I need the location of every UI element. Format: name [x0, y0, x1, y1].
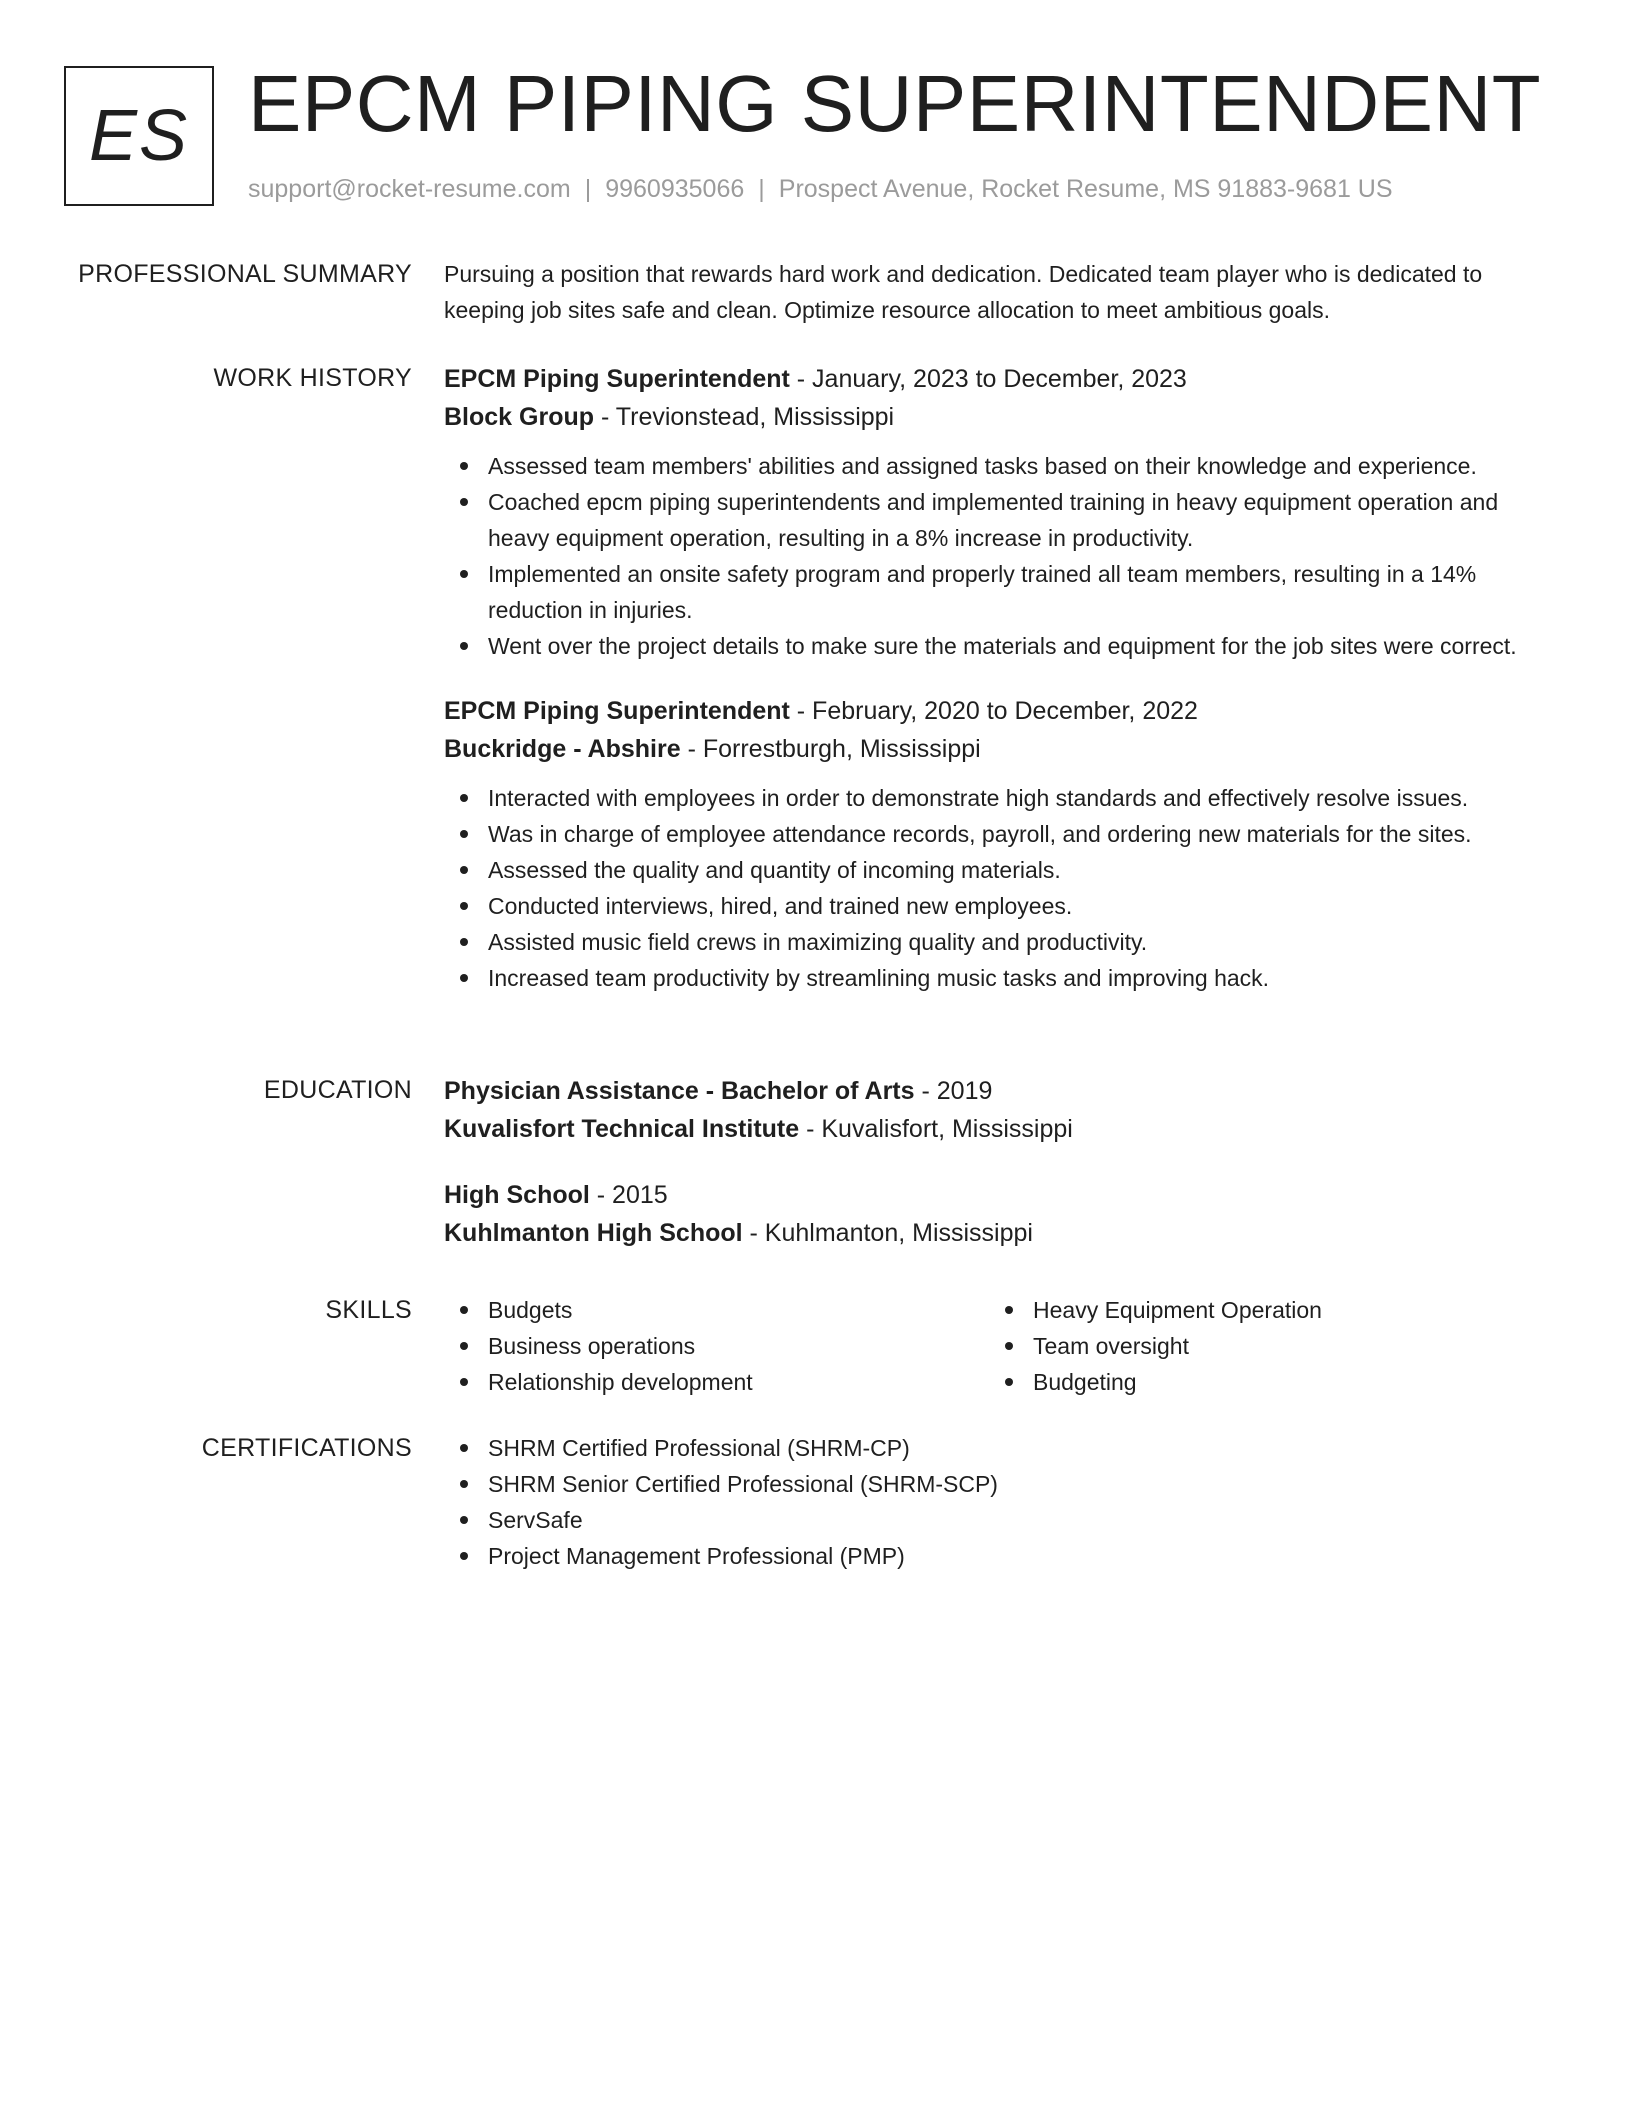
certification-item: SHRM Senior Certified Professional (SHRM-SCP)	[444, 1466, 1554, 1502]
skill-item: Relationship development	[444, 1364, 989, 1400]
skill-item: Budgeting	[989, 1364, 1534, 1400]
degree: High School	[444, 1181, 590, 1209]
skill-item: Heavy Equipment Operation	[989, 1292, 1534, 1328]
skills-grid	[444, 1292, 1554, 1400]
work-history-heading: WORK HISTORY	[213, 364, 412, 392]
skill-item: Team oversight	[989, 1328, 1534, 1364]
job-duty: Was in charge of employee attendance records, payroll, and ordering new materials for the sites.	[444, 816, 1554, 852]
job-title-line	[444, 360, 1554, 398]
resume-title: EPCM PIPING SUPERINTENDENT	[248, 59, 1542, 148]
job-duty: Assisted music field crews in maximizing quality and productivity.	[444, 924, 1554, 960]
job-title: EPCM Piping Superintendent	[444, 365, 790, 393]
certification-item: ServSafe	[444, 1502, 1554, 1538]
job-company: Buckridge - Abshire	[444, 735, 681, 763]
job-duty: Implemented an onsite safety program and properly trained all team members, resulting in a 14% reduction in injuries.	[444, 556, 1554, 628]
skill-item: Budgets	[444, 1292, 989, 1328]
job-dates: - January, 2023 to December, 2023	[789, 365, 1187, 393]
skills-heading: SKILLS	[325, 1296, 412, 1324]
school: Kuhlmanton High School	[444, 1219, 743, 1247]
degree: Physician Assistance - Bachelor of Arts	[444, 1077, 915, 1105]
job-duties-list	[444, 780, 1554, 996]
contact-separator: |	[584, 175, 592, 203]
education-heading: EDUCATION	[263, 1076, 412, 1104]
degree-line	[444, 1176, 1554, 1214]
job-entry	[444, 360, 1554, 664]
job-duty: Went over the project details to make sure the materials and equipment for the job sites were correct.	[444, 628, 1554, 664]
school-location: - Kuhlmanton, Mississippi	[742, 1219, 1033, 1247]
job-company-line	[444, 398, 1554, 436]
job-entry	[444, 692, 1554, 996]
school-line	[444, 1110, 1554, 1148]
contact-line	[248, 172, 1393, 206]
summary-text: Pursuing a position that rewards hard work and dedication. Dedicated team player who is dedicated to keeping job sites safe and clean. Optimize resource allocation to meet ambitious goals.	[444, 261, 1483, 323]
degree-year: - 2015	[589, 1181, 668, 1209]
education-entry	[444, 1176, 1554, 1252]
job-duty: Interacted with employees in order to demonstrate high standards and effectively resolve issues.	[444, 780, 1554, 816]
certification-item: Project Management Professional (PMP)	[444, 1538, 1554, 1574]
skills-list-right	[989, 1292, 1534, 1400]
degree-year: - 2019	[914, 1077, 993, 1105]
job-duty: Coached epcm piping superintendents and implemented training in heavy equipment operation and heavy equipment operation, resulting in a 8% increase in productivity.	[444, 484, 1554, 556]
job-duty: Assessed the quality and quantity of incoming materials.	[444, 852, 1554, 888]
certification-item: SHRM Certified Professional (SHRM-CP)	[444, 1430, 1554, 1466]
summary-heading: PROFESSIONAL SUMMARY	[78, 260, 412, 288]
job-duty: Assessed team members' abilities and assigned tasks based on their knowledge and experience.	[444, 448, 1554, 484]
job-location: - Forrestburgh, Mississippi	[680, 735, 981, 763]
school-line	[444, 1214, 1554, 1252]
monogram-logo: ES	[64, 66, 214, 206]
school-location: - Kuvalisfort, Mississippi	[799, 1115, 1073, 1143]
contact-phone[interactable]: 9960935066	[605, 175, 745, 203]
skills-list-left	[444, 1292, 989, 1400]
skill-item: Business operations	[444, 1328, 989, 1364]
contact-address: Prospect Avenue, Rocket Resume, MS 91883-9681 US	[778, 175, 1393, 203]
job-location: - Trevionstead, Mississippi	[594, 403, 895, 431]
job-title-line	[444, 692, 1554, 730]
job-company: Block Group	[444, 403, 595, 431]
degree-line	[444, 1072, 1554, 1110]
job-dates: - February, 2020 to December, 2022	[789, 697, 1198, 725]
contact-separator: |	[758, 175, 765, 203]
job-duty: Increased team productivity by streamlining music tasks and improving hack.	[444, 960, 1554, 996]
certifications-heading: CERTIFICATIONS	[201, 1434, 412, 1462]
job-duty: Conducted interviews, hired, and trained new employees.	[444, 888, 1554, 924]
job-title: EPCM Piping Superintendent	[444, 697, 790, 725]
education-entry	[444, 1072, 1554, 1148]
certifications-list	[444, 1430, 1554, 1574]
contact-email[interactable]: support@rocket-resume.com	[248, 175, 571, 203]
job-duties-list	[444, 448, 1554, 664]
job-company-line	[444, 730, 1554, 768]
school: Kuvalisfort Technical Institute	[444, 1115, 800, 1143]
